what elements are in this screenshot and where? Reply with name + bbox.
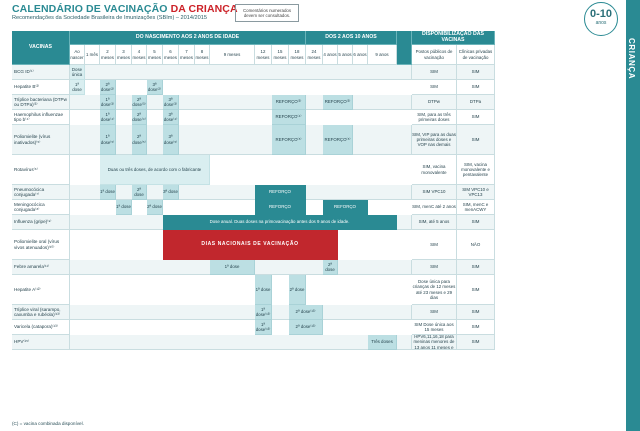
public-availability: DTPw — [412, 95, 457, 110]
dose-cell: 3ª dose⁽⁵⁾ — [163, 125, 179, 155]
vaccine-name: BCG ID⁽¹⁾ — [12, 65, 70, 80]
age-header: 6 meses — [163, 45, 179, 65]
vaccine-name: Rotavírus⁽⁶⁾ — [12, 155, 70, 185]
age-header: 4 anos — [323, 45, 338, 65]
group-avail-header: DISPONIBILIZAÇÃO DAS VACINAS — [412, 31, 495, 45]
age-header: 18 meses — [289, 45, 306, 65]
dose-cell: REFORÇO⁽⁵⁾ — [272, 125, 306, 155]
private-availability: SIM VPC10 e VPC13 — [457, 185, 495, 200]
dose-cell: 1ª dose — [70, 80, 85, 95]
dose-cell: 3ª dose⁽²⁾ — [147, 80, 163, 95]
private-availability: NÃO — [457, 230, 495, 260]
age-header: 7 meses — [179, 45, 195, 65]
side-tab: CRIANÇA — [626, 0, 640, 431]
dose-cell: Três doses — [368, 335, 397, 350]
public-availability: SIM — [412, 230, 457, 260]
dose-cell: 2ª dose⁽¹³⁾ — [289, 305, 323, 320]
dose-cell: 1ª dose — [210, 260, 255, 275]
dose-cell: 2ª dose⁽¹³⁾ — [289, 320, 323, 335]
age-header: 9 anos — [368, 45, 397, 65]
public-availability: SIM, vacina monovalente — [412, 155, 457, 185]
age-badge: 0-10 anos — [584, 2, 618, 36]
dose-cell: REFORÇO — [323, 200, 368, 215]
row-bg — [70, 305, 412, 320]
private-availability: SIM — [457, 260, 495, 275]
vaccine-name: HPV⁽¹⁵⁾ — [12, 335, 70, 350]
private-availability: SIM — [457, 335, 495, 350]
dose-cell: 3ª dose — [163, 185, 179, 200]
private-availability: SIM — [457, 110, 495, 125]
dose-cell: 1ª dose⁽¹³⁾ — [255, 305, 272, 320]
vaccine-name: Tríplice bacteriana (DTPw ou DTPa)⁽³⁾ — [12, 95, 70, 110]
row-bg — [70, 125, 412, 155]
age-header: 15 meses — [272, 45, 289, 65]
public-availability: HPV6,11,16,18 para meninas menores de 13 anos 11 meses e — [412, 335, 457, 350]
age-header: 1 mês — [85, 45, 100, 65]
row-bg — [70, 185, 412, 200]
dose-cell: 2ª dose⁽⁵⁾ — [132, 125, 147, 155]
dose-cell: Dose única — [70, 65, 85, 80]
spacer — [397, 31, 412, 65]
public-availability: SIM, para as três primeiras doses — [412, 110, 457, 125]
private-availability: SIM — [457, 275, 495, 305]
private-availability: SIM — [457, 80, 495, 95]
public-availability: SIM — [412, 80, 457, 95]
row-bg — [70, 95, 412, 110]
dose-cell: 1ª dose — [116, 200, 132, 215]
dose-cell: DIAS NACIONAIS DE VACINAÇÃO — [163, 230, 338, 260]
dose-cell: 2ª dose — [147, 200, 163, 215]
page-subtitle: Recomendações da Sociedade Brasileira de Imunizações (SBIm) – 2014/2015 — [12, 15, 207, 21]
public-availability: SIM Dose única aos 15 meses — [412, 320, 457, 335]
dose-cell: 2ª dose — [132, 185, 147, 200]
age-header: 12 meses — [255, 45, 272, 65]
dose-cell: 1ª dose⁽⁴⁾ — [100, 110, 116, 125]
age-header: 9 meses — [210, 45, 255, 65]
public-availability: SIM, até 5 anos — [412, 215, 457, 230]
dose-cell: 2ª dose⁽⁴⁾ — [132, 110, 147, 125]
footnote: (C) = vacina combinada disponível. — [12, 421, 84, 426]
dose-cell: REFORÇO⁽³⁾ — [272, 95, 306, 110]
age-header: 2 meses — [100, 45, 116, 65]
public-header: Postos públicos de vacinação — [412, 45, 457, 65]
vaccine-name: Meningocócica conjugada⁽⁸⁾ — [12, 200, 70, 215]
private-availability: SIM — [457, 215, 495, 230]
vaccine-name: Influenza (gripe)⁽⁹⁾ — [12, 215, 70, 230]
dose-cell: 1ª dose — [100, 185, 116, 200]
age-header: Ao nascer — [70, 45, 85, 65]
age-header: 8 meses — [195, 45, 210, 65]
dose-cell: 3ª dose⁽³⁾ — [163, 95, 179, 110]
public-availability: Dose única para crianças de 12 meses até 23 meses e 29 dias — [412, 275, 457, 305]
page-title: CALENDÁRIO DE VACINAÇÃO DA CRIANÇA — [12, 3, 238, 15]
private-header: Clínicas privadas de vacinação — [457, 45, 495, 65]
private-availability: SIM — [457, 320, 495, 335]
age-header: 3 meses — [116, 45, 132, 65]
public-availability: SIM — [412, 260, 457, 275]
private-availability: SIM — [457, 305, 495, 320]
vaccine-name: Tríplice viral (sarampo, caxumba e rubéola)⁽¹³⁾ — [12, 305, 70, 320]
row-bg — [70, 335, 412, 350]
vaccine-name: Febre amarela⁽¹¹⁾ — [12, 260, 70, 275]
age-header: 4 meses — [132, 45, 147, 65]
dose-cell: REFORÇO — [255, 200, 306, 215]
vaccine-name: Poliomielite oral (vírus vivos atenuados)⁽¹⁰⁾ — [12, 230, 70, 260]
dose-cell: REFORÇO⁽⁵⁾ — [323, 125, 353, 155]
public-availability: SIM — [412, 65, 457, 80]
vaccine-name: Haemophilus influenzae tipo b⁽⁴⁾ — [12, 110, 70, 125]
dose-cell: 1ª dose⁽¹³⁾ — [255, 320, 272, 335]
group-2to10-header: DOS 2 AOS 10 ANOS — [306, 31, 397, 45]
public-availability: SIM, VIP para as duas primeiras doses e VOP nas demais — [412, 125, 457, 155]
vaccine-name: Hepatite B⁽²⁾ — [12, 80, 70, 95]
dose-cell: 1ª dose⁽³⁾ — [100, 95, 116, 110]
public-availability: SIM — [412, 305, 457, 320]
row-bg — [70, 65, 412, 80]
public-availability: SIM VPC10 — [412, 185, 457, 200]
dose-cell: 2ª dose — [289, 275, 306, 305]
private-availability: DTPa — [457, 95, 495, 110]
dose-cell: REFORÇO⁽³⁾ — [323, 95, 353, 110]
age-header: 6 anos — [353, 45, 368, 65]
dose-cell: 2ª dose⁽²⁾ — [100, 80, 116, 95]
vaccines-header: VACINAS — [12, 31, 70, 65]
private-availability: SIM — [457, 65, 495, 80]
dose-cell: Duas ou três doses, de acordo com o fabricante — [100, 155, 210, 185]
private-availability: SIM, vacina monovalente e pentavalente — [457, 155, 495, 185]
dose-cell: 2ª dose⁽³⁾ — [132, 95, 147, 110]
age-header: 24 meses — [306, 45, 323, 65]
age-header: 5 anos — [338, 45, 353, 65]
dose-cell: REFORÇO⁽⁴⁾ — [272, 110, 306, 125]
private-availability: SIM, menC e menACWY — [457, 200, 495, 215]
dose-cell: 1ª dose — [255, 275, 272, 305]
age-header: 5 meses — [147, 45, 163, 65]
private-availability: SIM — [457, 125, 495, 155]
public-availability: SIM, menC até 2 anos — [412, 200, 457, 215]
vaccine-name: Pneumocócica conjugada⁽⁷⁾ — [12, 185, 70, 200]
vaccination-table — [12, 31, 495, 350]
dose-cell: 3ª dose⁽⁴⁾ — [163, 110, 179, 125]
dose-cell: 1ª dose⁽⁵⁾ — [100, 125, 116, 155]
vaccine-name: Hepatite A⁽¹²⁾ — [12, 275, 70, 305]
vaccine-name: Poliomielite (vírus inativados)⁽⁵⁾ — [12, 125, 70, 155]
note-box: Comentários numerados devem ser consultados. — [235, 4, 299, 22]
dose-cell: Dose anual. Duas doses na primovacinação antes dos 9 anos de idade. — [163, 215, 397, 230]
dose-cell: 2ª dose — [323, 260, 338, 275]
dose-cell: REFORÇO — [255, 185, 306, 200]
vaccine-name: Varicela (catapora)⁽¹³⁾ — [12, 320, 70, 335]
group-birth-header: DO NASCIMENTO AOS 2 ANOS DE IDADE — [70, 31, 306, 45]
